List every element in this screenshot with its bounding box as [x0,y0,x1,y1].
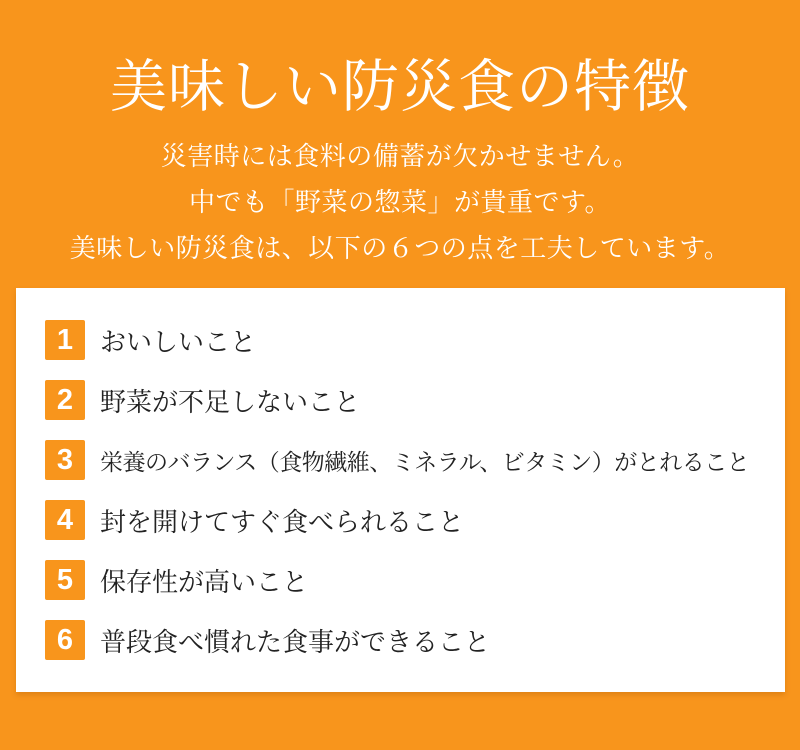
feature-text-2: 野菜が不足しないこと [100,386,361,417]
feature-item-4 [45,500,785,540]
feature-item-3 [45,440,785,480]
feature-text-4: 封を開けてすぐ食べられること [100,506,465,537]
number-badge-2: 2 [45,380,85,420]
number-badge-1: 1 [45,320,85,360]
features-panel [16,288,785,692]
intro-line-2: 中でも「野菜の惣菜」が貴重です。 [189,188,611,218]
feature-text-1: おいしいこと [100,326,257,357]
intro-text [0,134,800,272]
page-title: 美味しい防災食の特徴 [110,54,690,120]
feature-text-3: 栄養のバランス（食物繊維、ミネラル、ビタミン）がとれること [100,448,750,475]
feature-item-6 [45,620,785,660]
intro-line-3: 美味しい防災食は、以下の６つの点を工夫しています。 [69,234,731,264]
feature-item-5 [45,560,785,600]
feature-item-2 [45,380,785,420]
feature-text-6: 普段食べ慣れた食事ができること [100,626,491,657]
intro-line-1: 災害時には食料の備蓄が欠かせません。 [160,142,640,172]
feature-text-5: 保存性が高いこと [100,566,309,597]
number-badge-5: 5 [45,560,85,600]
number-badge-3: 3 [45,440,85,480]
number-badge-6: 6 [45,620,85,660]
number-badge-4: 4 [45,500,85,540]
feature-item-1 [45,320,785,360]
